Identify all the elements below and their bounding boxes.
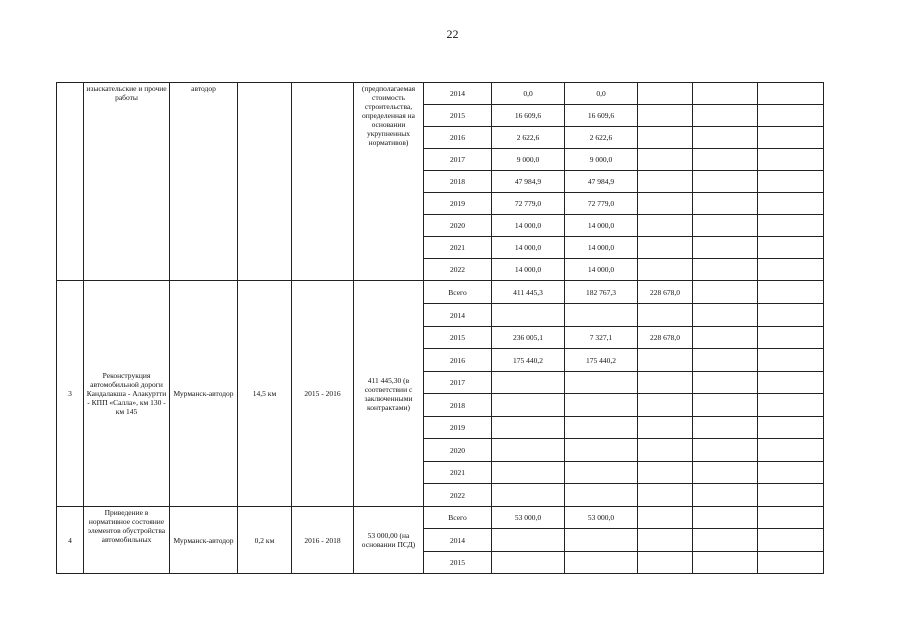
work-name: Реконструкция автомобильной дороги Кандалакша - Алакуртти - КПП «Салла», км 130 - км 145 [84,281,170,507]
total-amount [492,372,565,394]
empty-cell [693,529,758,552]
other-amount [638,259,693,281]
page-number: 22 [446,27,459,41]
empty-cell [758,193,824,215]
empty-cell [693,417,758,439]
total-amount: 236 005,1 [492,327,565,349]
other-amount [638,439,693,462]
other-amount [638,105,693,127]
total-amount [492,529,565,552]
total-amount: 53 000,0 [492,507,565,529]
year-cell: 2019 [424,193,492,215]
empty-cell [758,83,824,105]
empty-cell [693,349,758,372]
capacity [238,83,292,281]
year-cell: 2021 [424,237,492,259]
data-table [56,82,824,574]
empty-cell [693,193,758,215]
other-amount [638,462,693,484]
empty-cell [693,281,758,304]
year-cell: 2017 [424,372,492,394]
budget-amount [565,372,638,394]
empty-cell [693,507,758,529]
other-amount [638,193,693,215]
empty-cell [693,171,758,193]
budget-amount: 9 000,0 [565,149,638,171]
empty-cell [693,484,758,507]
budget-amount [565,439,638,462]
budget-amount: 182 767,3 [565,281,638,304]
period [292,83,354,281]
other-amount [638,304,693,327]
total-amount: 16 609,6 [492,105,565,127]
work-name: изыскательские и прочие работы [84,83,170,281]
other-amount [638,372,693,394]
budget-amount: 72 779,0 [565,193,638,215]
other-amount [638,552,693,574]
empty-cell [758,439,824,462]
year-cell: 2015 [424,105,492,127]
other-amount [638,171,693,193]
total-amount: 72 779,0 [492,193,565,215]
total-amount: 2 622,6 [492,127,565,149]
budget-amount [565,462,638,484]
year-cell: 2014 [424,304,492,327]
executor: Мурманск-автодор [170,281,238,507]
total-amount [492,439,565,462]
other-amount [638,149,693,171]
budget-amount: 7 327,1 [565,327,638,349]
empty-cell [693,394,758,417]
empty-cell [693,83,758,105]
empty-cell [758,417,824,439]
budget-amount: 47 984,9 [565,171,638,193]
empty-cell [758,484,824,507]
empty-cell [693,439,758,462]
row-number: 4 [57,507,84,574]
cost-basis: (предполагаемая стоимость строительства, определенная на основании укрупненных нормативов) [354,83,424,281]
empty-cell [758,149,824,171]
year-cell: 2022 [424,259,492,281]
other-amount [638,349,693,372]
year-cell: 2021 [424,462,492,484]
budget-amount [565,484,638,507]
empty-cell [758,127,824,149]
empty-cell [758,171,824,193]
capacity: 14,5 км [238,281,292,507]
empty-cell [693,149,758,171]
budget-amount [565,417,638,439]
executor: автодор [170,83,238,281]
total-amount [492,462,565,484]
budget-amount: 16 609,6 [565,105,638,127]
cost-basis: 411 445,30 (в соответствии с заключенными контрактами) [354,281,424,507]
empty-cell [758,215,824,237]
empty-cell [693,462,758,484]
empty-cell [693,215,758,237]
total-amount [492,394,565,417]
empty-cell [758,372,824,394]
table-row [57,507,824,529]
year-cell: 2020 [424,215,492,237]
empty-cell [693,127,758,149]
total-amount: 175 440,2 [492,349,565,372]
empty-cell [758,304,824,327]
other-amount [638,83,693,105]
empty-cell [758,327,824,349]
year-cell: 2022 [424,484,492,507]
total-amount [492,417,565,439]
other-amount [638,529,693,552]
empty-cell [758,552,824,574]
budget-amount [565,394,638,417]
budget-amount: 14 000,0 [565,237,638,259]
budget-amount: 14 000,0 [565,259,638,281]
period: 2016 - 2018 [292,507,354,574]
total-amount [492,304,565,327]
year-cell: 2015 [424,552,492,574]
other-amount [638,417,693,439]
other-amount: 228 678,0 [638,327,693,349]
empty-cell [693,552,758,574]
total-amount: 14 000,0 [492,215,565,237]
empty-cell [693,304,758,327]
other-amount [638,127,693,149]
total-amount: 9 000,0 [492,149,565,171]
empty-cell [758,462,824,484]
cost-basis: 53 000,00 (на основании ПСД) [354,507,424,574]
total-amount: 14 000,0 [492,259,565,281]
year-cell: 2014 [424,83,492,105]
empty-cell [758,507,824,529]
year-cell: 2018 [424,171,492,193]
year-cell: 2018 [424,394,492,417]
row-number: 3 [57,281,84,507]
empty-cell [693,237,758,259]
empty-cell [693,372,758,394]
work-name: Приведение в нормативное состояние элементов обустройства автомобильных [84,507,170,574]
empty-cell [758,349,824,372]
year-cell: 2015 [424,327,492,349]
year-cell: 2016 [424,127,492,149]
budget-amount: 175 440,2 [565,349,638,372]
year-cell: Всего [424,507,492,529]
other-amount [638,215,693,237]
budget-amount [565,529,638,552]
empty-cell [758,529,824,552]
table-row [57,83,824,105]
other-amount [638,507,693,529]
other-amount: 228 678,0 [638,281,693,304]
year-cell: 2017 [424,149,492,171]
budget-amount: 53 000,0 [565,507,638,529]
period: 2015 - 2016 [292,281,354,507]
empty-cell [758,105,824,127]
total-amount: 0,0 [492,83,565,105]
total-amount: 411 445,3 [492,281,565,304]
total-amount: 47 984,9 [492,171,565,193]
year-cell: Всего [424,281,492,304]
other-amount [638,394,693,417]
budget-amount: 0,0 [565,83,638,105]
row-number [57,83,84,281]
capacity: 0,2 км [238,507,292,574]
empty-cell [758,394,824,417]
total-amount [492,484,565,507]
budget-amount: 2 622,6 [565,127,638,149]
table-row [57,281,824,304]
executor: Мурманск-автодор [170,507,238,574]
year-cell: 2016 [424,349,492,372]
budget-amount [565,304,638,327]
other-amount [638,484,693,507]
empty-cell [758,281,824,304]
empty-cell [693,327,758,349]
total-amount: 14 000,0 [492,237,565,259]
total-amount [492,552,565,574]
empty-cell [758,259,824,281]
year-cell: 2014 [424,529,492,552]
budget-amount: 14 000,0 [565,215,638,237]
empty-cell [693,105,758,127]
empty-cell [693,259,758,281]
budget-amount [565,552,638,574]
year-cell: 2020 [424,439,492,462]
year-cell: 2019 [424,417,492,439]
other-amount [638,237,693,259]
empty-cell [758,237,824,259]
